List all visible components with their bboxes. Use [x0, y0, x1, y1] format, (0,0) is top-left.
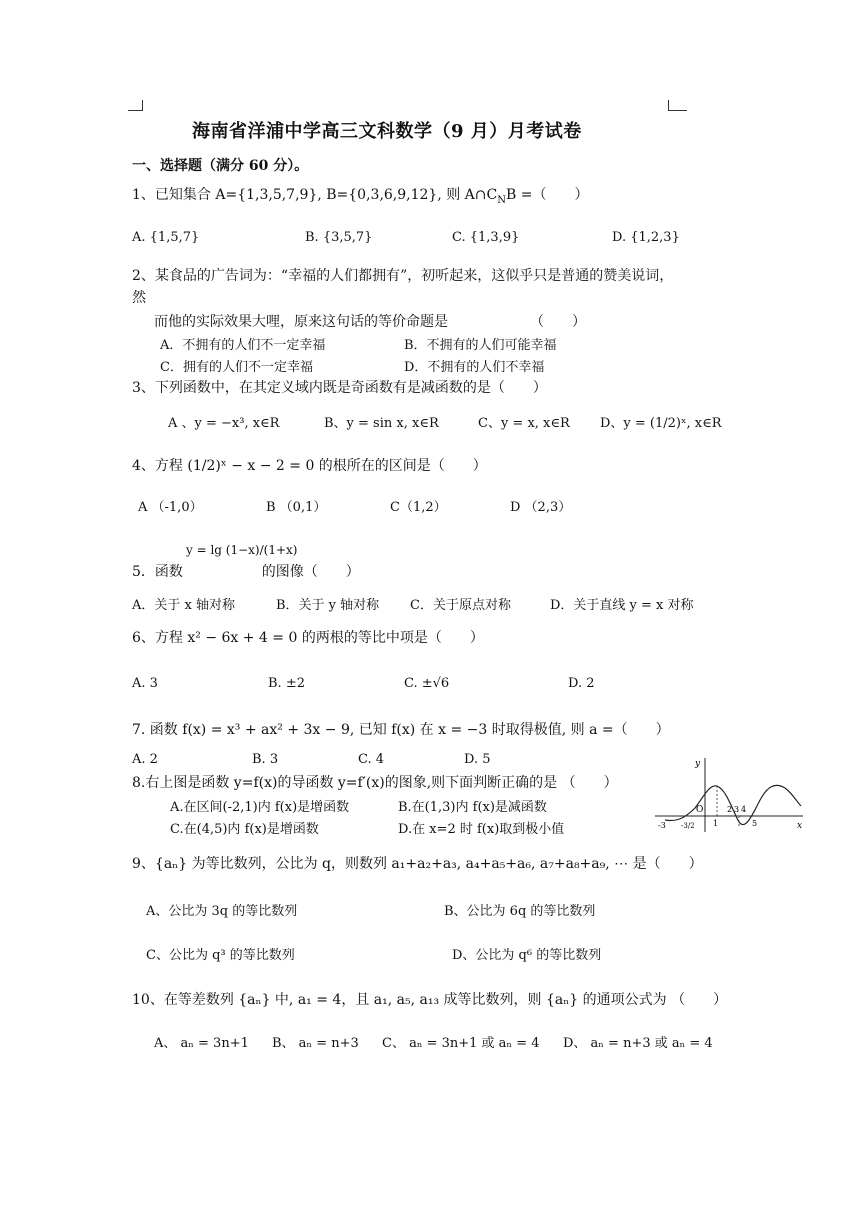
q4-option-d[interactable]: D （2,3）	[510, 500, 572, 515]
graph-label-y: y	[695, 759, 701, 769]
q4-option-b[interactable]: B （0,1）	[266, 500, 327, 515]
q5-option-a[interactable]: A．关于 x 轴对称	[132, 598, 235, 613]
q3-option-d[interactable]: D、y = (1/2)ˣ, x∈R	[600, 416, 722, 431]
q6-option-d[interactable]: D. 2	[568, 676, 595, 691]
q2-option-a[interactable]: A．不拥有的人们不一定幸福	[160, 338, 326, 353]
question-7: 7. 函数 f(x) = x³ + ax² + 3x − 9, 已知 f(x) 在 x = −3 时取得极值, 则 a =（ ）	[132, 722, 670, 738]
derivative-graph	[655, 756, 805, 834]
q4-option-c[interactable]: C（1,2）	[390, 500, 447, 515]
question-4: 4、方程 (1/2)ˣ − x − 2 = 0 的根所在的区间是（ ）	[132, 458, 487, 474]
graph-label-x: x	[797, 821, 803, 831]
question-6: 6、方程 x² − 6x + 4 = 0 的两根的等比中项是（ ）	[132, 630, 484, 646]
q7-option-a[interactable]: A. 2	[132, 752, 158, 767]
question-1-stem: 1、已知集合 A={1,3,5,7,9}, B={0,3,6,9,12}, 则 A∩C	[132, 187, 498, 203]
q7-option-b[interactable]: B. 3	[252, 752, 279, 767]
q5-option-d[interactable]: D．关于直线 y = x 对称	[550, 598, 694, 613]
graph-label-o: O	[696, 805, 704, 815]
question-3: 3、下列函数中，在其定义域内既是奇函数有是减函数的是（ ）	[132, 380, 547, 396]
graph-label-3: 3	[734, 805, 740, 814]
question-1	[132, 185, 588, 211]
q10-option-d[interactable]: D、 aₙ = n+3 或 aₙ = 4	[563, 1036, 713, 1051]
question-2-line2: 而他的实际效果大哩，原来这句话的等价命题是	[154, 314, 448, 330]
graph-label-1: 1	[713, 819, 719, 828]
graph-label-5: 5	[752, 819, 758, 828]
q8-option-c[interactable]: C.在(4,5)内 f(x)是增函数	[170, 822, 319, 837]
q10-option-b[interactable]: B、 aₙ = n+3	[272, 1036, 359, 1051]
q6-option-a[interactable]: A. 3	[132, 676, 158, 691]
question-5-formula: y = lg (1−x)/(1+x)	[186, 543, 298, 557]
q9-option-d[interactable]: D、公比为 q⁶ 的等比数列	[452, 948, 602, 963]
q5-option-b[interactable]: B．关于 y 轴对称	[276, 598, 380, 613]
q2-option-b[interactable]: B．不拥有的人们可能幸福	[404, 338, 557, 353]
q8-option-a[interactable]: A.在区间(-2,1)内 f(x)是增函数	[170, 800, 350, 815]
q2-option-d[interactable]: D．不拥有的人们不幸福	[404, 360, 545, 375]
q1-option-c[interactable]: C. {1,3,9}	[452, 230, 520, 245]
graph-label-4: 4	[741, 805, 747, 814]
q1-option-a[interactable]: A. {1,5,7}	[132, 230, 200, 245]
q6-option-b[interactable]: B. ±2	[268, 676, 305, 691]
question-2-line1: 2、某食品的广告词为：“幸福的人们都拥有”，初听起来，这似乎只是普通的赞美说词，	[132, 268, 674, 284]
q1-option-d[interactable]: D. {1,2,3}	[612, 230, 680, 245]
q10-option-c[interactable]: C、 aₙ = 3n+1 或 aₙ = 4	[382, 1036, 540, 1051]
q3-option-c[interactable]: C、y = x, x∈R	[478, 416, 570, 431]
graph-label-2: 2	[727, 805, 733, 814]
q3-option-a[interactable]: A 、y = −x³, x∈R	[168, 416, 280, 431]
crop-mark-right	[668, 100, 687, 111]
section-heading: 一、选择题（满分 60 分）。	[132, 158, 309, 174]
q1-option-b[interactable]: B. {3,5,7}	[305, 230, 373, 245]
graph-label-neg3: -3	[658, 821, 666, 830]
question-5: 5．函数 的图像（ ）	[132, 564, 360, 580]
q9-option-c[interactable]: C、公比为 q³ 的等比数列	[146, 948, 295, 963]
q7-option-d[interactable]: D. 5	[464, 752, 491, 767]
question-1-sub: N	[497, 194, 506, 206]
q8-option-d[interactable]: D.在 x=2 时 f(x)取到极小值	[398, 822, 565, 837]
q10-option-a[interactable]: A、 aₙ = 3n+1	[154, 1036, 249, 1051]
q9-option-b[interactable]: B、公比为 6q 的等比数列	[444, 904, 596, 919]
q3-option-b[interactable]: B、y = sin x, x∈R	[324, 416, 439, 431]
q9-option-a[interactable]: A、公比为 3q 的等比数列	[146, 904, 298, 919]
page-title: 海南省洋浦中学高三文科数学（9 月）月考试卷	[192, 121, 582, 142]
q5-option-c[interactable]: C．关于原点对称	[410, 598, 511, 613]
question-1-tail: B =（ ）	[505, 187, 589, 203]
question-2-line1b: 然	[132, 290, 146, 306]
q8-option-b[interactable]: B.在(1,3)内 f(x)是减函数	[398, 800, 547, 815]
question-2-paren: （ ）	[530, 314, 586, 330]
crop-mark-left	[128, 100, 143, 111]
question-9: 9、{aₙ} 为等比数列，公比为 q，则数列 a₁+a₂+a₃, a₄+a₅+a₆, a₇+a₈+a₉, ⋯ 是（ ）	[132, 856, 703, 872]
graph-label-neg3half: -3/2	[681, 822, 695, 830]
question-10: 10、在等差数列 {aₙ} 中, a₁ = 4，且 a₁, a₅, a₁₃ 成等比数列，则 {aₙ} 的通项公式为 （ ）	[132, 992, 728, 1008]
question-8: 8.右上图是函数 y=f(x)的导函数 y=f′(x)的图象,则下面判断正确的是 （ ）	[132, 775, 618, 791]
q4-option-a[interactable]: A （-1,0）	[138, 500, 203, 515]
derivative-curve	[665, 785, 801, 824]
q6-option-c[interactable]: C. ±√6	[404, 676, 450, 691]
q2-option-c[interactable]: C．拥有的人们不一定幸福	[160, 360, 313, 375]
q7-option-c[interactable]: C. 4	[358, 752, 385, 767]
